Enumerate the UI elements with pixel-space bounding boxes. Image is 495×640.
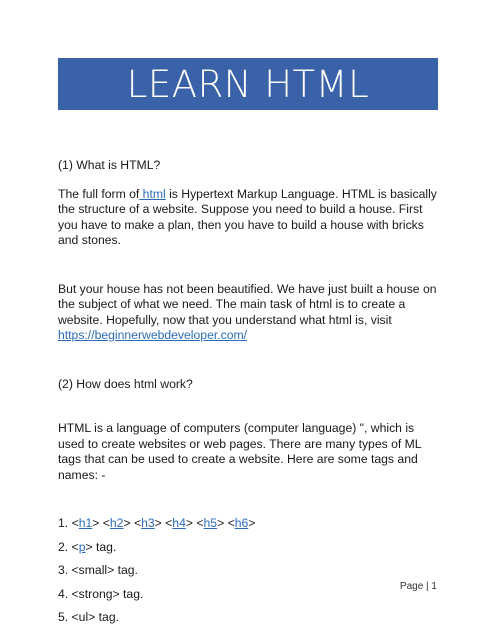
tag-link-h2[interactable]: h2 (109, 516, 124, 530)
paragraph-text: But your house has not been beautified. We have just built a house on the subject of what we need. The main task of html is to create a website. Hopefully, now that you understand what html is, visit (58, 281, 437, 327)
tag-link-h5[interactable]: h5 (203, 516, 218, 530)
tag-link-h1[interactable]: h1 (78, 516, 93, 530)
heading-tags-list: <h1> <h2> <h3> <h4> <h5> <h6> (71, 516, 256, 530)
list-item-small: 3. <small> tag. (58, 563, 138, 577)
list-suffix: tag. (92, 539, 117, 554)
html-link[interactable]: html (139, 186, 166, 201)
tag-link-h3[interactable]: h3 (141, 516, 155, 530)
website-link[interactable]: https://beginnerwebdeveloper.com/ (58, 328, 248, 342)
question-2-heading: (2) How does html work? (58, 376, 193, 391)
page-number: Page | 1 (399, 581, 437, 592)
list-item-ul: 5. <ul> tag. (58, 610, 119, 624)
paragraph-how-html-works: HTML is a language of computers (computer language) ", which is used to create websites or web pages. There are many types of ML tags that can be used to create a website. Here are some tags and names: - (58, 421, 422, 482)
paragraph-what-is-html (58, 187, 440, 249)
p-tag-link[interactable]: p (78, 539, 86, 554)
tag-link-h4[interactable]: h4 (172, 516, 186, 530)
list-item-headings (58, 516, 440, 532)
paragraph-beautified (58, 282, 440, 344)
list-item-p: 2. <p> tag. (58, 539, 117, 554)
paragraph-text: is Hypertext Markup Language. HTML is basically the structure of a website. Suppose you need to build a house. First you have to make a plan, then you have to build a house with bricks and stones. (58, 186, 437, 247)
tag-link-h6[interactable]: h6 (234, 516, 249, 530)
list-number: 2. (58, 539, 69, 554)
list-number: 1. (58, 516, 69, 530)
question-1-heading: (1) What is HTML? (58, 158, 161, 172)
document-body (58, 158, 440, 634)
paragraph-text: The full form of (58, 186, 140, 201)
page-title: LEARN HTML (126, 62, 370, 106)
title-banner (58, 58, 438, 110)
list-item-strong: 4. <strong> tag. (58, 586, 144, 601)
